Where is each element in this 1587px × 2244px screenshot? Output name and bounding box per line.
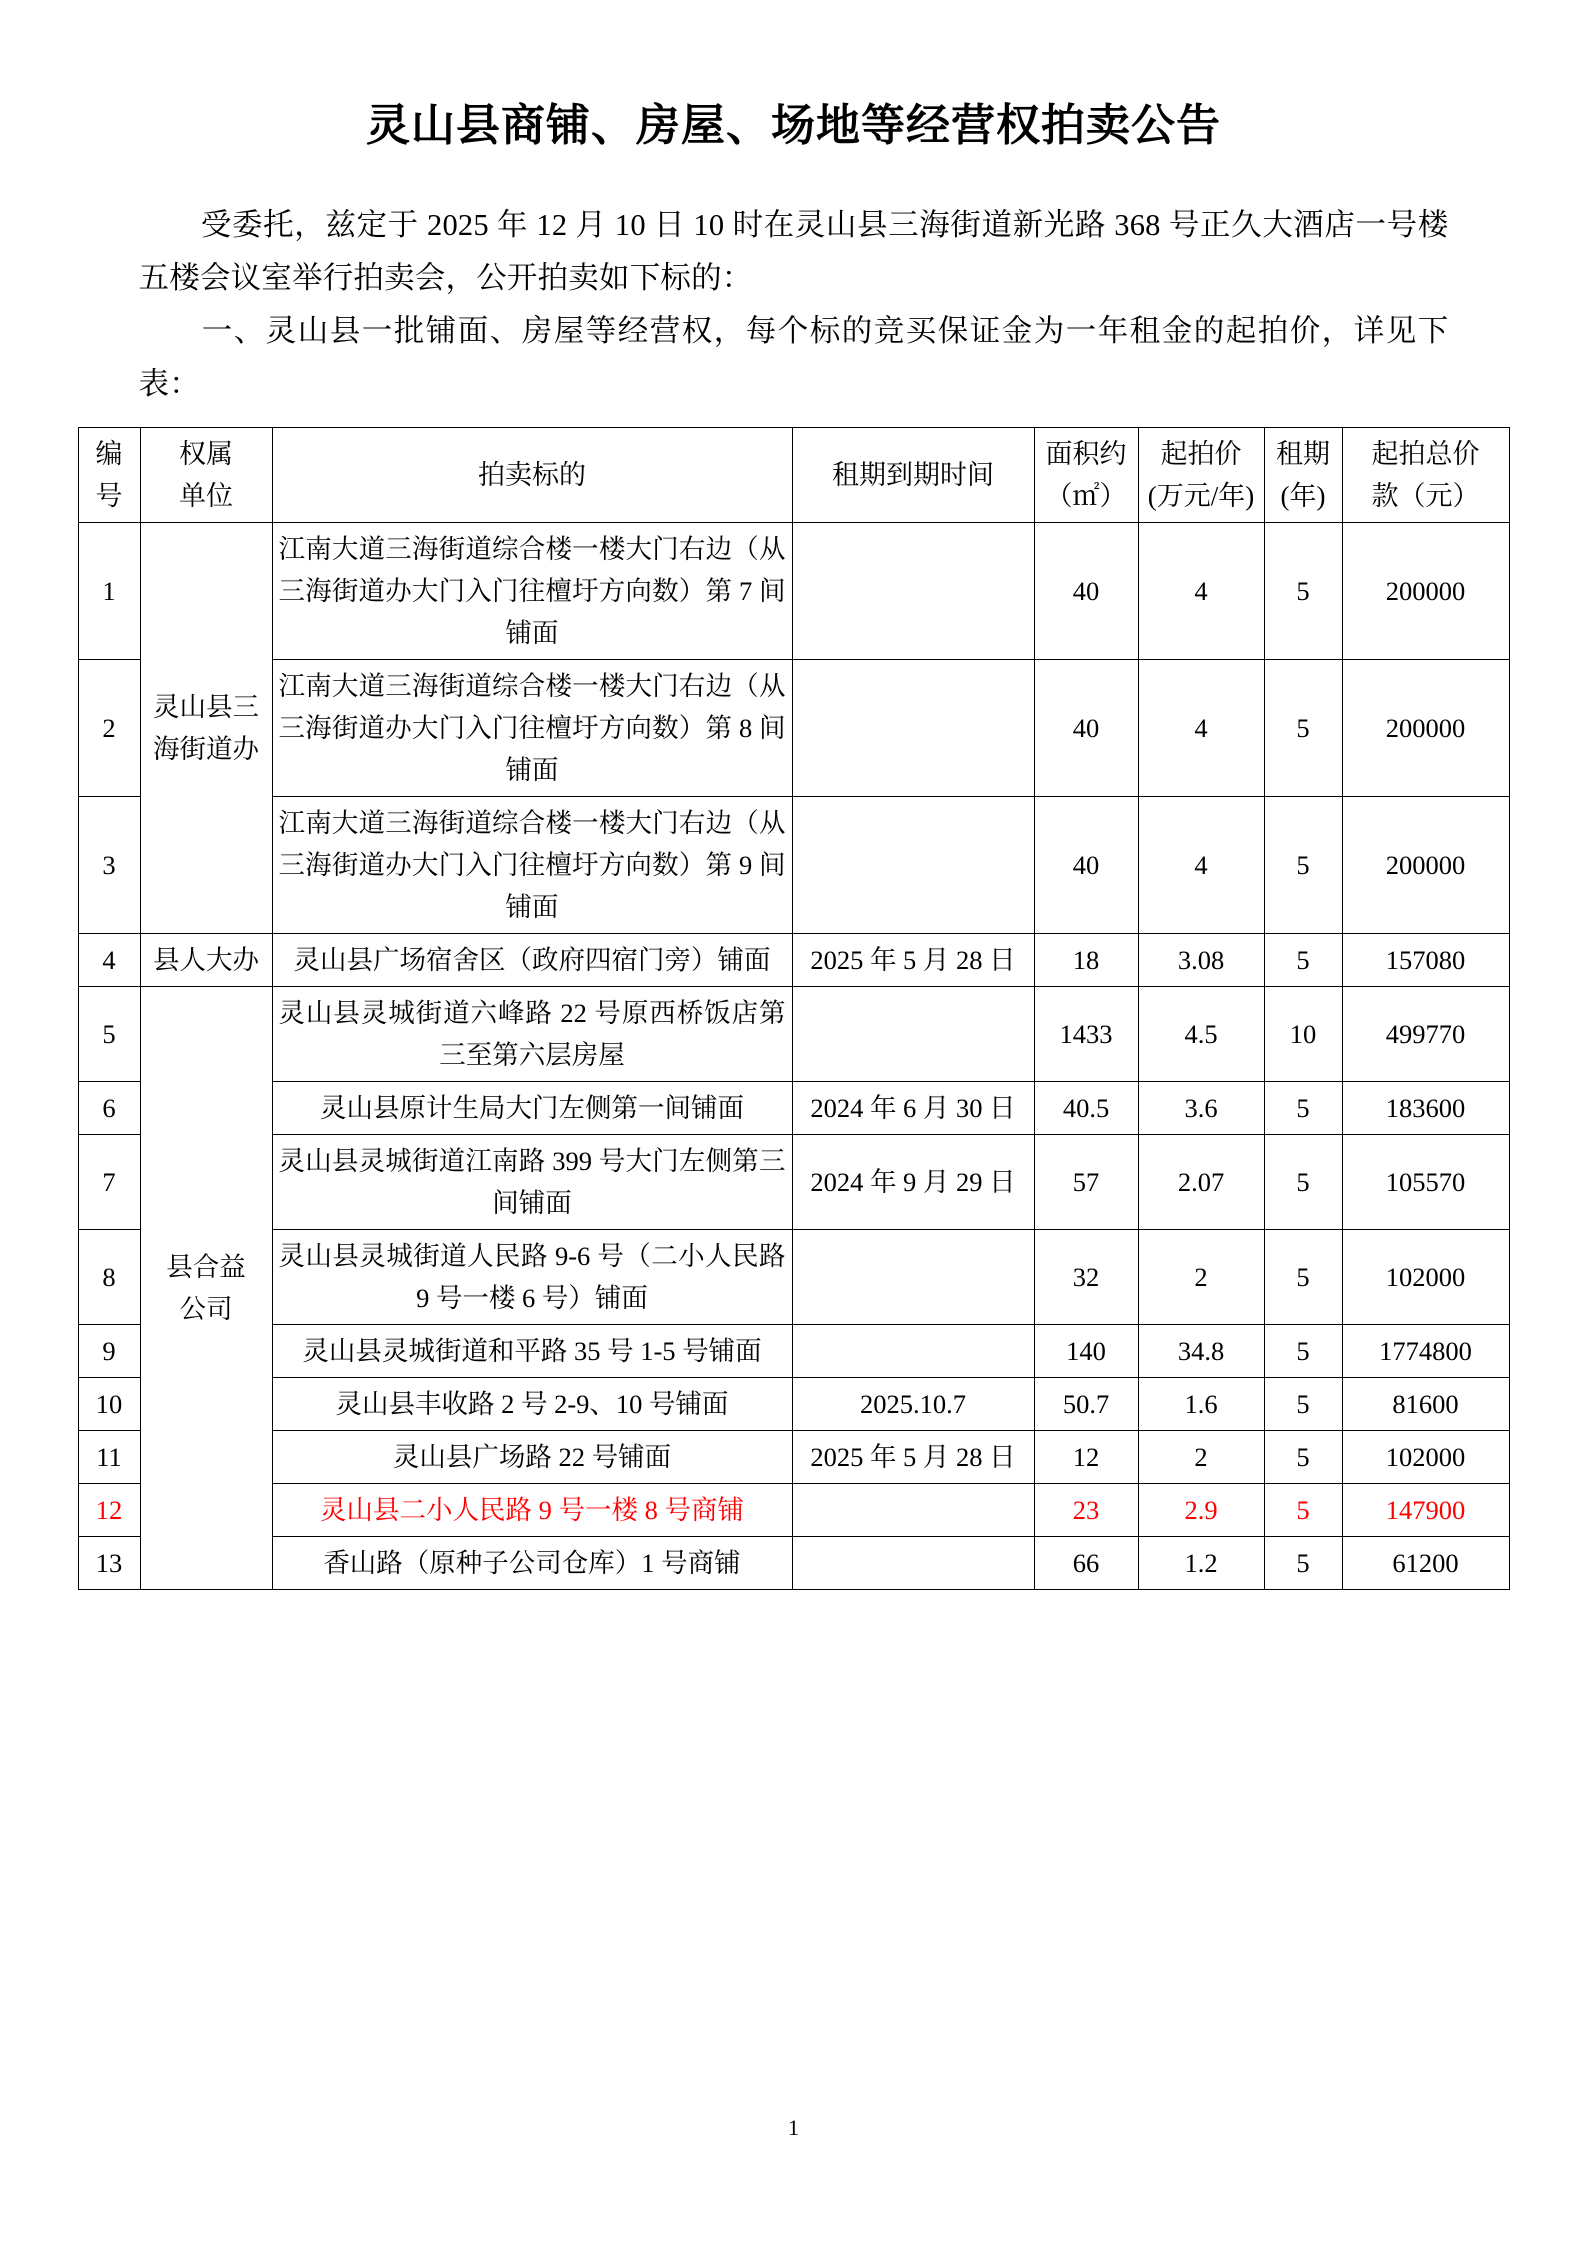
column-header-term (1264, 428, 1342, 523)
cell-price: 2 (1138, 1230, 1264, 1325)
owner-unit-line: 海街道办 (153, 734, 259, 765)
column-header-area-line2: （㎡） (1045, 481, 1127, 512)
column-header-lease-end: 租期到期时间 (792, 428, 1034, 523)
cell-lease-end: 2025.10.7 (792, 1378, 1034, 1431)
cell-target: 江南大道三海街道综合楼一楼大门右边（从三海街道办大门入门往檀圩方向数）第 9 间铺面 (272, 797, 792, 934)
cell-owner-unit (140, 934, 272, 987)
cell-lease-end (792, 1325, 1034, 1378)
cell-lease-end (792, 1484, 1034, 1537)
cell-term: 5 (1264, 1230, 1342, 1325)
cell-lease-end: 2025 年 5 月 28 日 (792, 934, 1034, 987)
cell-no: 9 (78, 1325, 140, 1378)
column-header-owner-line2: 单位 (179, 481, 233, 512)
cell-no: 10 (78, 1378, 140, 1431)
paragraph-1-text: 受委托，兹定于 2025 年 12 月 10 日 10 时在灵山县三海街道新光路 368 号正久大酒店一号楼五楼会议室举行拍卖会，公开拍卖如下标的： (138, 208, 1449, 296)
cell-lease-end (792, 1537, 1034, 1590)
cell-area: 140 (1034, 1325, 1138, 1378)
column-header-owner-line1: 权属 (179, 439, 233, 470)
column-header-no-line2: 号 (95, 481, 123, 512)
cell-term: 5 (1264, 934, 1342, 987)
paragraph-2-text: 一、灵山县一批铺面、房屋等经营权，每个标的竞买保证金为一年租金的起拍价，详见下表： (138, 314, 1449, 402)
table-header-row (78, 428, 1509, 523)
cell-total: 147900 (1342, 1484, 1509, 1537)
cell-total: 61200 (1342, 1537, 1509, 1590)
table-header (78, 428, 1509, 523)
table-row (78, 1325, 1509, 1378)
cell-term: 10 (1264, 987, 1342, 1082)
column-header-price-line1: 起拍价 (1160, 439, 1242, 470)
table-row (78, 1484, 1509, 1537)
cell-no: 5 (78, 987, 140, 1082)
cell-term: 5 (1264, 1484, 1342, 1537)
owner-unit-line: 县人大办 (153, 945, 259, 976)
cell-term: 5 (1264, 523, 1342, 660)
column-header-total-line2: 款（元） (1371, 481, 1480, 512)
column-header-no-line1: 编 (95, 439, 123, 470)
cell-total: 1774800 (1342, 1325, 1509, 1378)
cell-lease-end (792, 660, 1034, 797)
cell-price: 4 (1138, 660, 1264, 797)
table-row (78, 1135, 1509, 1230)
cell-target: 江南大道三海街道综合楼一楼大门右边（从三海街道办大门入门往檀圩方向数）第 8 间铺面 (272, 660, 792, 797)
cell-no: 11 (78, 1431, 140, 1484)
column-header-target: 拍卖标的 (272, 428, 792, 523)
cell-owner-unit (140, 987, 272, 1590)
cell-target: 灵山县灵城街道人民路 9-6 号（二小人民路 9 号一楼 6 号）铺面 (272, 1230, 792, 1325)
cell-total: 102000 (1342, 1230, 1509, 1325)
column-header-total-line1: 起拍总价 (1371, 439, 1480, 470)
cell-total: 183600 (1342, 1082, 1509, 1135)
auction-lots-table (78, 427, 1510, 1590)
page-number: 1 (788, 2115, 799, 2140)
cell-target: 灵山县灵城街道和平路 35 号 1-5 号铺面 (272, 1325, 792, 1378)
cell-term: 5 (1264, 1378, 1342, 1431)
cell-price: 3.08 (1138, 934, 1264, 987)
owner-unit-line: 公司 (179, 1294, 233, 1325)
cell-price: 4.5 (1138, 987, 1264, 1082)
owner-unit-line: 灵山县三 (153, 692, 259, 723)
cell-area: 40 (1034, 523, 1138, 660)
cell-owner-unit (140, 523, 272, 934)
cell-price: 34.8 (1138, 1325, 1264, 1378)
cell-target: 灵山县灵城街道六峰路 22 号原西桥饭店第三至第六层房屋 (272, 987, 792, 1082)
cell-lease-end (792, 987, 1034, 1082)
cell-lease-end: 2025 年 5 月 28 日 (792, 1431, 1034, 1484)
cell-target: 灵山县灵城街道江南路 399 号大门左侧第三间铺面 (272, 1135, 792, 1230)
cell-lease-end (792, 523, 1034, 660)
owner-unit-line: 县合益 (166, 1252, 246, 1283)
paragraph-auction-notice (139, 199, 1449, 305)
cell-term: 5 (1264, 1537, 1342, 1590)
cell-target: 香山路（原种子公司仓库）1 号商铺 (272, 1537, 792, 1590)
cell-no: 3 (78, 797, 140, 934)
cell-lease-end (792, 1230, 1034, 1325)
cell-area: 12 (1034, 1431, 1138, 1484)
cell-area: 40 (1034, 797, 1138, 934)
cell-term: 5 (1264, 1135, 1342, 1230)
column-header-total (1342, 428, 1509, 523)
cell-target: 灵山县广场宿舍区（政府四宿门旁）铺面 (272, 934, 792, 987)
cell-total: 105570 (1342, 1135, 1509, 1230)
cell-area: 50.7 (1034, 1378, 1138, 1431)
column-header-term-line2: (年) (1280, 481, 1326, 512)
cell-total: 499770 (1342, 987, 1509, 1082)
table-body (78, 523, 1509, 1590)
cell-price: 3.6 (1138, 1082, 1264, 1135)
cell-term: 5 (1264, 1082, 1342, 1135)
cell-no: 8 (78, 1230, 140, 1325)
table-row (78, 1230, 1509, 1325)
table-row (78, 797, 1509, 934)
column-header-price (1138, 428, 1264, 523)
page-title: 灵山县商铺、房屋、场地等经营权拍卖公告 (366, 101, 1221, 150)
cell-target: 灵山县二小人民路 9 号一楼 8 号商铺 (272, 1484, 792, 1537)
column-header-owner (140, 428, 272, 523)
cell-no: 7 (78, 1135, 140, 1230)
cell-price: 4 (1138, 797, 1264, 934)
cell-total: 200000 (1342, 797, 1509, 934)
cell-total: 81600 (1342, 1378, 1509, 1431)
cell-no: 12 (78, 1484, 140, 1537)
table-row (78, 1082, 1509, 1135)
cell-total: 200000 (1342, 660, 1509, 797)
cell-price: 2 (1138, 1431, 1264, 1484)
cell-lease-end (792, 797, 1034, 934)
cell-target: 灵山县原计生局大门左侧第一间铺面 (272, 1082, 792, 1135)
cell-area: 1433 (1034, 987, 1138, 1082)
cell-total: 102000 (1342, 1431, 1509, 1484)
cell-price: 1.6 (1138, 1378, 1264, 1431)
paragraph-lot-description (139, 305, 1449, 411)
column-header-price-line2: (万元/年) (1147, 481, 1255, 512)
document-body (139, 155, 1449, 411)
column-header-area-line1: 面积约 (1045, 439, 1127, 470)
cell-area: 40 (1034, 660, 1138, 797)
cell-total: 200000 (1342, 523, 1509, 660)
cell-target: 江南大道三海街道综合楼一楼大门右边（从三海街道办大门入门往檀圩方向数）第 7 间铺面 (272, 523, 792, 660)
cell-no: 6 (78, 1082, 140, 1135)
table-row (78, 987, 1509, 1082)
cell-area: 57 (1034, 1135, 1138, 1230)
cell-no: 4 (78, 934, 140, 987)
cell-price: 4 (1138, 523, 1264, 660)
column-header-area (1034, 428, 1138, 523)
cell-target: 灵山县广场路 22 号铺面 (272, 1431, 792, 1484)
table-row (78, 934, 1509, 987)
cell-area: 32 (1034, 1230, 1138, 1325)
table-row (78, 523, 1509, 660)
table-row (78, 660, 1509, 797)
cell-no: 13 (78, 1537, 140, 1590)
cell-price: 2.9 (1138, 1484, 1264, 1537)
cell-area: 40.5 (1034, 1082, 1138, 1135)
table-row (78, 1378, 1509, 1431)
cell-area: 66 (1034, 1537, 1138, 1590)
cell-total: 157080 (1342, 934, 1509, 987)
cell-lease-end: 2024 年 6 月 30 日 (792, 1082, 1034, 1135)
column-header-no (78, 428, 140, 523)
cell-area: 23 (1034, 1484, 1138, 1537)
cell-no: 2 (78, 660, 140, 797)
cell-term: 5 (1264, 660, 1342, 797)
cell-no: 1 (78, 523, 140, 660)
cell-term: 5 (1264, 1431, 1342, 1484)
column-header-term-line1: 租期 (1276, 439, 1330, 470)
cell-term: 5 (1264, 1325, 1342, 1378)
cell-price: 2.07 (1138, 1135, 1264, 1230)
cell-target: 灵山县丰收路 2 号 2-9、10 号铺面 (272, 1378, 792, 1431)
cell-area: 18 (1034, 934, 1138, 987)
table-row (78, 1537, 1509, 1590)
table-row (78, 1431, 1509, 1484)
cell-price: 1.2 (1138, 1537, 1264, 1590)
cell-term: 5 (1264, 797, 1342, 934)
cell-lease-end: 2024 年 9 月 29 日 (792, 1135, 1034, 1230)
